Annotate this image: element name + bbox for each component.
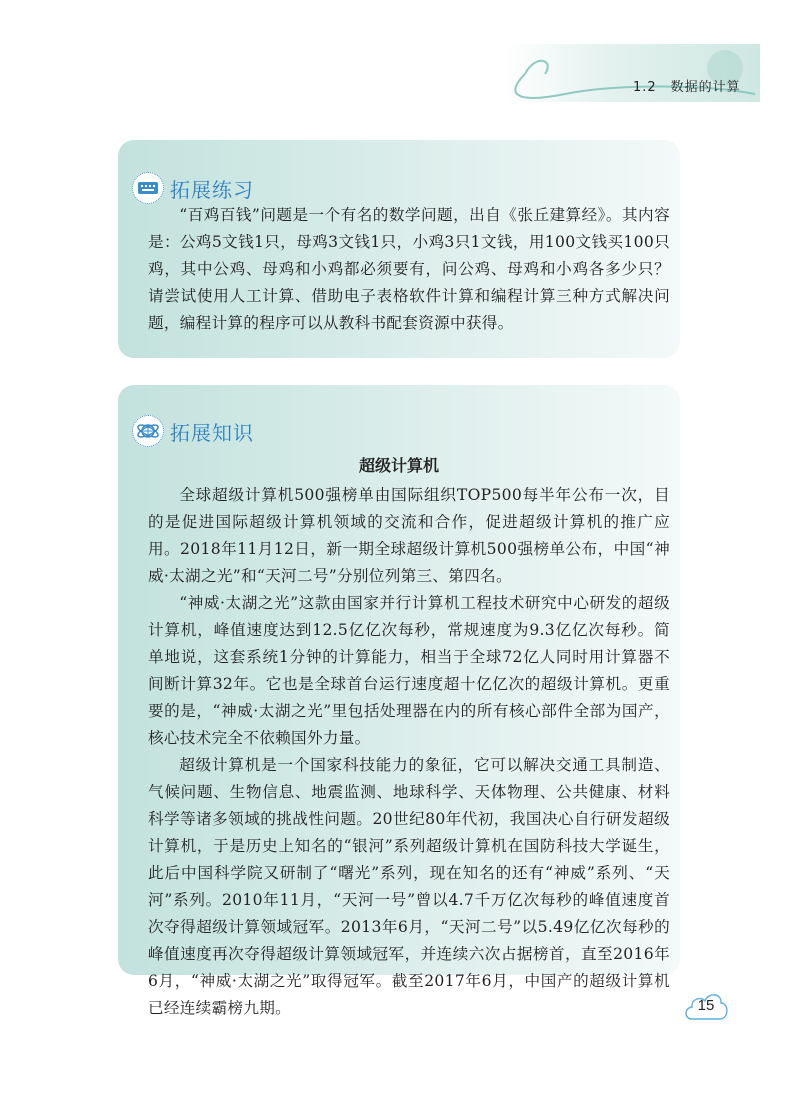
paragraph: 超级计算机是一个国家科技能力的象征，它可以解决交通工具制造、气候问题、生物信息、地震监测、地球科学、天体物理、公共健康、材料科学等诸多领域的挑战性问题。20世纪80年代初，我国决心自行研发超级计算机，于是历史上知名的“银河”系列超级计算机在国防科技大学诞生，此后中国科学院又研制了“曙光”系列，现在知名的还有“神威”系列、“天河”系列。2010年11月，“天河一号”曾以4.7千万亿次每秒的峰值速度首次夺得超级计算领域冠军。2013年6月，“天河二号”以5.49亿亿次每秒的峰值速度再次夺得超级计算领域冠军，并连续六次占据榜首，直至2016年6月，“神威·太湖之光”取得冠军。截至2017年6月，中国产的超级计算机已经连续霸榜九期。	[148, 756, 670, 1017]
exercise-heading	[132, 172, 254, 204]
paragraph: “百鸡百钱”问题是一个有名的数学问题，出自《张丘建算经》。其内容是：公鸡5文钱1只，母鸡3文钱1只，小鸡3只1文钱，用100文钱买100只鸡，其中公鸡、母鸡和小鸡都必须要有，问公鸡、母鸡和小鸡各多少只？请尝试使用人工计算、借助电子表格软件计算和编程计算三种方式解决问题，编程计算的程序可以从教科书配套资源中获得。	[148, 206, 670, 332]
knowledge-body	[148, 482, 670, 1022]
exercise-box	[118, 140, 680, 358]
section-title: 1.2 数据的计算	[633, 80, 741, 95]
knowledge-box	[118, 385, 680, 1017]
exercise-title: 拓展练习	[170, 177, 254, 202]
article-title: 超级计算机	[358, 456, 439, 475]
paragraph: 全球超级计算机500强榜单由国际组织TOP500每半年公布一次，目的是促进国际超级计算机领域的交流和合作，促进超级计算机的推广应用。2018年11月12日，新一期全球超级计算机500强榜单公布，中国“神威·太湖之光”和“天河二号”分别位列第三、第四名。	[148, 486, 670, 585]
exercise-body	[148, 202, 670, 337]
knowledge-title: 拓展知识	[170, 420, 254, 445]
paragraph: “神威·太湖之光”这款由国家并行计算机工程技术研究中心研发的超级计算机，峰值速度达到12.5亿亿次每秒，常规速度为9.3亿亿次每秒。简单地说，这套系统1分钟的计算能力，相当于全球72亿人同时用计算器不间断计算32年。它也是全球首台运行速度超十亿亿次的超级计算机。更重要的是，“神威·太湖之光”里包括处理器在内的所有核心部件全部为国产，核心技术完全不依赖国外力量。	[148, 594, 670, 747]
page-number-badge	[682, 988, 730, 1022]
globe-orbit-icon	[132, 415, 164, 447]
page-number: 15	[697, 997, 715, 1014]
knowledge-heading	[132, 415, 254, 447]
keyboard-icon	[132, 172, 164, 204]
